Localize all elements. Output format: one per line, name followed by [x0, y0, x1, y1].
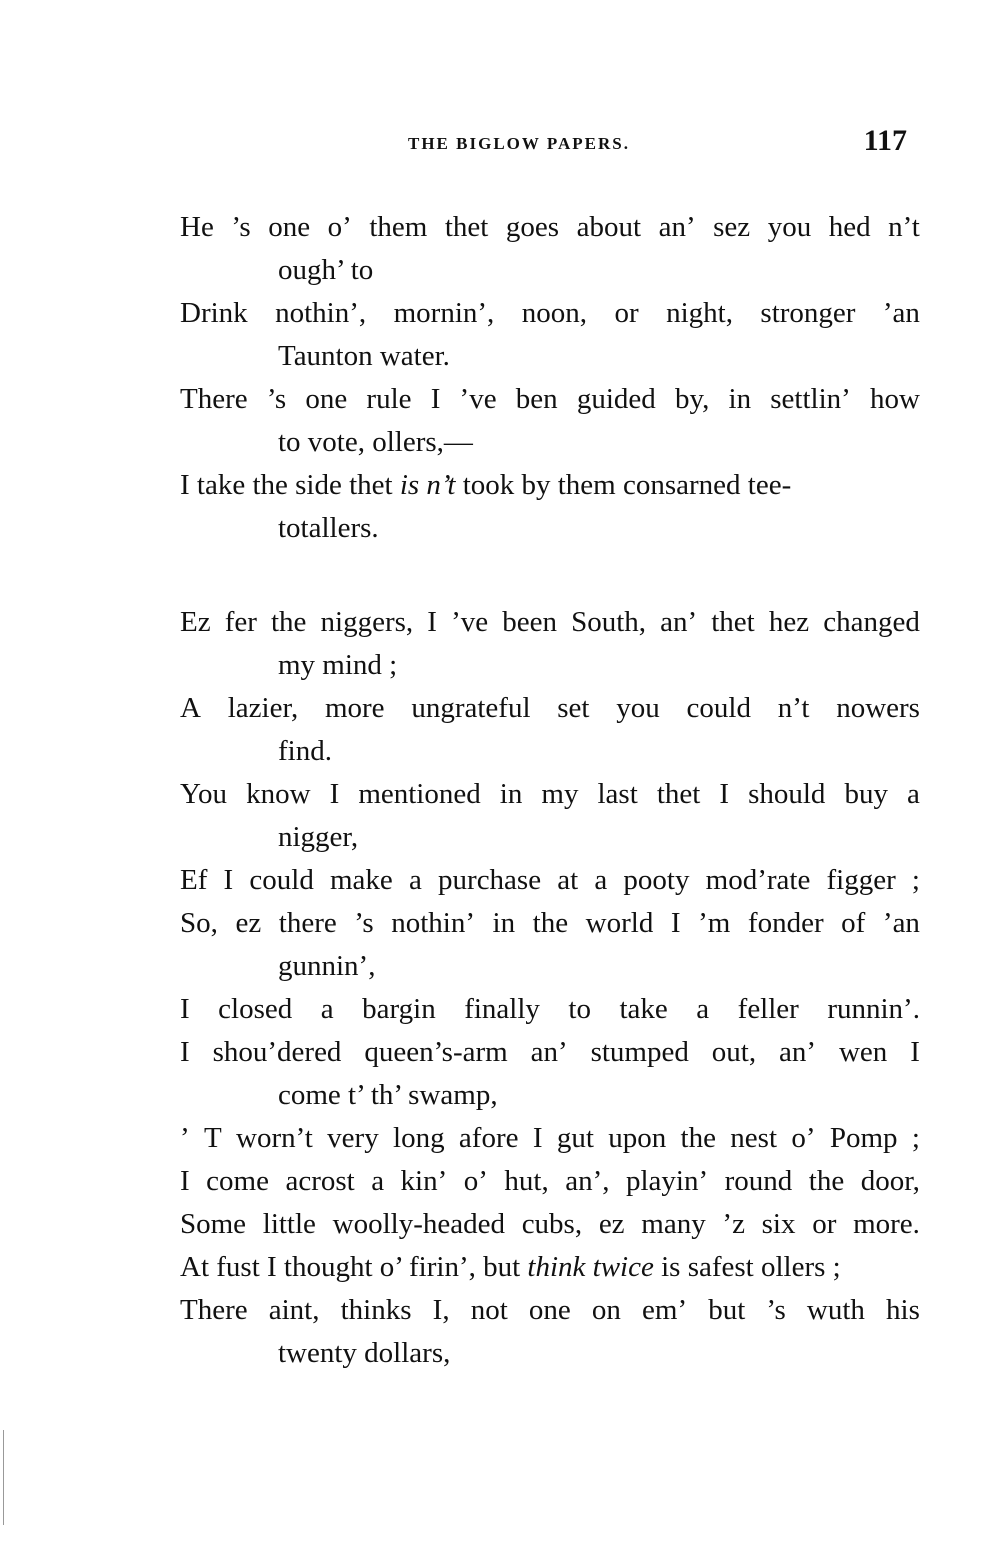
- verse-line-turnover: gunnin’,: [278, 950, 376, 982]
- verse-line: A lazier, more ungrateful set you could n’t nowers: [180, 692, 920, 724]
- page-header: [180, 122, 915, 162]
- page-edge-mark: [3, 1430, 8, 1525]
- verse-line: There aint, thinks I, not one on em’ but ’s wuth his: [180, 1294, 920, 1326]
- verse-text: is safest ollers ;: [661, 1251, 841, 1283]
- verse-line: Drink nothin’, mornin’, noon, or night, stronger ’an: [180, 297, 920, 329]
- stanza-1: [180, 206, 920, 550]
- verse-line-turnover: Taunton water.: [278, 340, 450, 372]
- verse-line-turnover: come t’ th’ swamp,: [278, 1079, 498, 1111]
- verse-line: Ef I could make a purchase at a pooty mod’rate figger ;: [180, 864, 920, 896]
- verse-line: You know I mentioned in my last thet I should buy a: [180, 778, 920, 810]
- verse-line: [180, 1246, 920, 1289]
- verse-text: I take the side thet: [180, 469, 393, 501]
- page-number: 117: [863, 124, 907, 157]
- italic-emphasis: think twice: [527, 1251, 654, 1283]
- running-title: THE BIGLOW PAPERS.: [408, 134, 630, 153]
- verse-line: Ez fer the niggers, I ’ve been South, an’ thet hez changed: [180, 606, 920, 638]
- stanza-2: [180, 601, 920, 1375]
- verse-line: I come acrost a kin’ o’ hut, an’, playin’ round the door,: [180, 1165, 920, 1197]
- italic-emphasis: is n’t: [399, 469, 456, 501]
- verse-line: I shou’dered queen’s-arm an’ stumped out, an’ wen I: [180, 1036, 920, 1068]
- verse-line-turnover: totallers.: [278, 512, 379, 544]
- verse-line-turnover: my mind ;: [278, 649, 398, 681]
- verse-text: At fust I thought o’ firin’, but: [180, 1251, 521, 1283]
- verse-text: took by them consarned tee-: [462, 469, 792, 501]
- verse-line: There ’s one rule I ’ve ben guided by, in settlin’ how: [180, 383, 920, 415]
- verse-line-turnover: nigger,: [278, 821, 359, 853]
- verse-line: So, ez there ’s nothin’ in the world I ’m fonder of ’an: [180, 907, 920, 939]
- verse-line: [180, 464, 920, 507]
- verse-line-turnover: twenty dollars,: [278, 1337, 451, 1369]
- verse-line-turnover: ough’ to: [278, 254, 374, 286]
- verse-line: ’ T worn’t very long afore I gut upon the nest o’ Pomp ;: [180, 1122, 920, 1154]
- verse-line-turnover: find.: [278, 735, 332, 767]
- verse-line: He ’s one o’ them thet goes about an’ sez you hed n’t: [180, 211, 920, 243]
- verse-line-turnover: to vote, ollers,—: [278, 426, 473, 458]
- verse-line: Some little woolly-headed cubs, ez many ’z six or more.: [180, 1208, 920, 1240]
- verse-line: I closed a bargin finally to take a feller runnin’.: [180, 993, 920, 1025]
